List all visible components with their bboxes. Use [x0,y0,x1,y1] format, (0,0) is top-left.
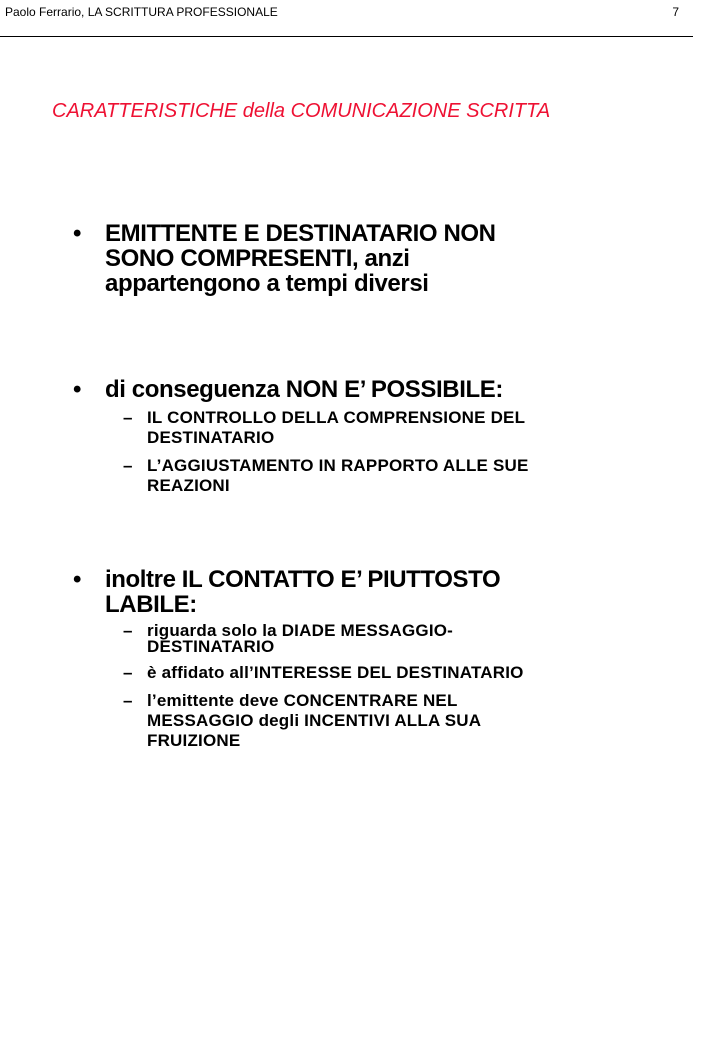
bullet-line: appartengono a tempi diversi [105,270,429,297]
sub-line: DESTINATARIO [147,428,275,447]
bullet-line: EMITTENTE E DESTINATARIO NON [105,220,496,247]
bullet-line: SONO COMPRESENTI, anzi [105,245,410,272]
bullet-line: LABILE: [105,591,197,618]
sub-line: IL CONTROLLO DELLA COMPRENSIONE DEL [147,408,526,427]
bullet-section [70,221,670,296]
dash-icon: – [123,663,133,682]
sub-line: riguarda solo la DIADE MESSAGGIO- [147,621,454,640]
sub-item [123,623,670,655]
sub-line: è affidato all’INTERESSE DEL DESTINATARIO [147,663,524,682]
bullet-item [70,221,670,296]
sub-line: FRUIZIONE [147,731,241,750]
bullet-line: inoltre IL CONTATTO E’ PIUTTOSTO [105,566,501,593]
bullet-icon: • [73,376,82,403]
dash-icon: – [123,621,133,640]
page-number: 7 [672,5,679,19]
sub-line: L’AGGIUSTAMENTO IN RAPPORTO ALLE SUE [147,456,529,475]
dash-icon: – [123,691,133,710]
sub-line: DESTINATARIO [147,637,275,656]
sub-item [123,663,670,683]
bullet-line: di conseguenza NON E’ POSSIBILE: [105,376,503,403]
sub-item [123,408,670,448]
bullet-icon: • [73,566,82,593]
dash-icon: – [123,456,133,475]
bullet-section [70,567,670,759]
bullet-item [70,567,670,617]
header-title: Paolo Ferrario, LA SCRITTURA PROFESSIONALE [5,5,278,19]
sub-list [70,623,670,751]
bullet-item [70,377,670,402]
bullet-icon: • [73,220,82,247]
sub-item [123,691,670,751]
sub-line: MESSAGGIO degli INCENTIVI ALLA SUA [147,711,482,730]
dash-icon: – [123,408,133,427]
page-header [0,0,693,37]
bullet-section [70,377,670,504]
sub-line: l’emittente deve CONCENTRARE NEL [147,691,458,710]
sub-line: REAZIONI [147,476,230,495]
slide-title: CARATTERISTICHE della COMUNICAZIONE SCRITTA [52,100,551,122]
sub-list [70,408,670,496]
sub-item [123,456,670,496]
